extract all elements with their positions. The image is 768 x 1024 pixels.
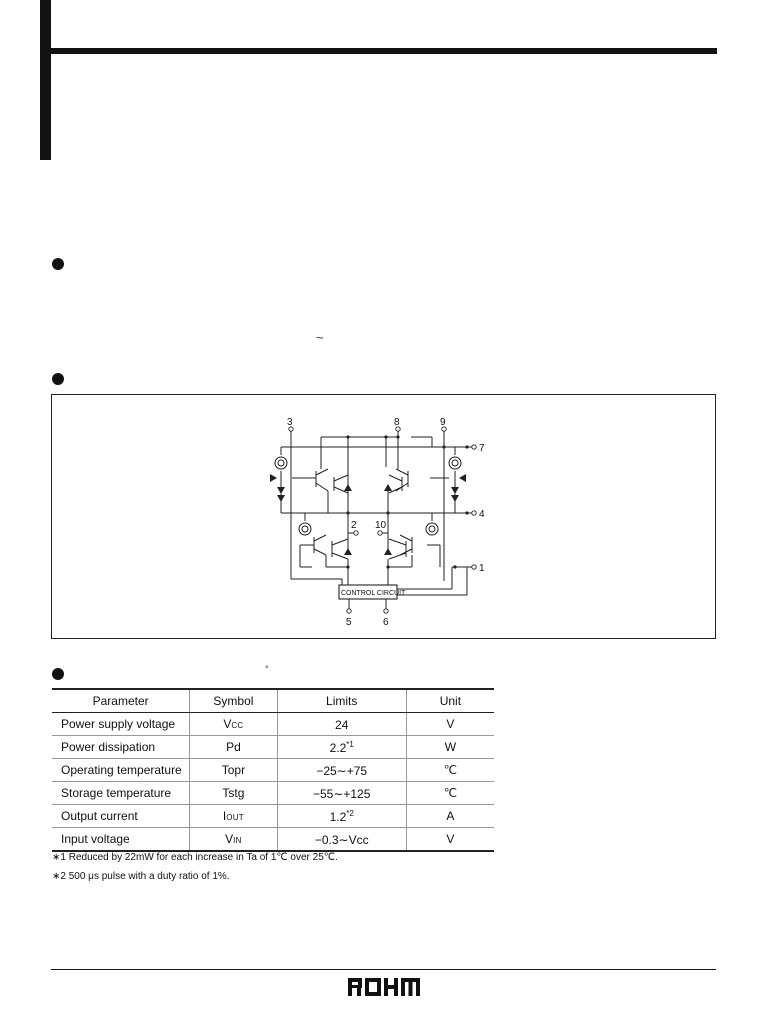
cell-symbol: Topr xyxy=(190,759,277,782)
pin-label-6: 6 xyxy=(383,617,389,628)
cell-limits: 1.2$^{*2}$ xyxy=(277,805,406,828)
pin-label-8: 8 xyxy=(394,417,400,428)
cell-symbol: IOUT xyxy=(190,805,277,828)
cell-unit: W xyxy=(406,736,494,759)
ratings-table xyxy=(52,688,494,852)
cell-parameter: Operating temperature xyxy=(52,759,190,782)
cell-symbol: VIN xyxy=(190,828,277,852)
cell-symbol: Pd xyxy=(190,736,277,759)
table-row xyxy=(52,805,494,828)
header-limits: Limits xyxy=(277,689,406,713)
cell-unit: ℃ xyxy=(406,759,494,782)
tilde-mark: ~ xyxy=(316,330,324,345)
pin-label-4: 4 xyxy=(479,509,485,520)
cell-parameter: Power dissipation xyxy=(52,736,190,759)
cell-parameter: Storage temperature xyxy=(52,782,190,805)
header-unit: Unit xyxy=(406,689,494,713)
header-vertical-bar xyxy=(40,0,51,160)
pin-label-1: 1 xyxy=(479,563,485,574)
cell-unit: V xyxy=(406,713,494,736)
cell-limits: 24 xyxy=(277,713,406,736)
header-horizontal-rule xyxy=(51,48,717,54)
table-row xyxy=(52,782,494,805)
footnote-1: ∗1 Reduced by 22mW for each increase in Ta of 1℃ over 25℃. xyxy=(52,852,338,863)
section-bullet-ratings xyxy=(52,668,64,680)
table-row xyxy=(52,713,494,736)
pin-label-2: 2 xyxy=(351,520,357,531)
footer-rule xyxy=(51,969,716,970)
cell-parameter: Input voltage xyxy=(52,828,190,852)
pin-label-7: 7 xyxy=(479,443,485,454)
pin-label-3: 3 xyxy=(287,417,293,428)
footnote-2: ∗2 500 μs pulse with a duty ratio of 1%. xyxy=(52,871,230,882)
degree-mark: ° xyxy=(265,664,269,674)
cell-unit: ℃ xyxy=(406,782,494,805)
cell-limits: 2.2$^{*1}$ xyxy=(277,736,406,759)
section-bullet-block-diagram xyxy=(52,373,64,385)
pin-label-10: 10 xyxy=(375,520,387,531)
cell-unit: A xyxy=(406,805,494,828)
section-bullet-features xyxy=(52,258,64,270)
cell-limits: −0.3∼Vcc xyxy=(277,828,406,852)
table-row xyxy=(52,828,494,852)
cell-symbol: Tstg xyxy=(190,782,277,805)
rohm-logo xyxy=(348,976,420,998)
cell-parameter: Power supply voltage xyxy=(52,713,190,736)
control-circuit-label: CONTROL CIRCUIT xyxy=(341,590,406,597)
pin-label-9: 9 xyxy=(440,417,446,428)
cell-limits: −25∼+75 xyxy=(277,759,406,782)
table-row xyxy=(52,736,494,759)
table-row xyxy=(52,759,494,782)
header-parameter: Parameter xyxy=(52,689,190,713)
cell-symbol: VCC xyxy=(190,713,277,736)
block-diagram xyxy=(51,394,716,639)
cell-unit: V xyxy=(406,828,494,852)
cell-limits: −55∼+125 xyxy=(277,782,406,805)
header-symbol: Symbol xyxy=(190,689,277,713)
block-diagram-circuit xyxy=(52,395,717,640)
table-header-row xyxy=(52,689,494,713)
cell-parameter: Output current xyxy=(52,805,190,828)
pin-label-5: 5 xyxy=(346,617,352,628)
